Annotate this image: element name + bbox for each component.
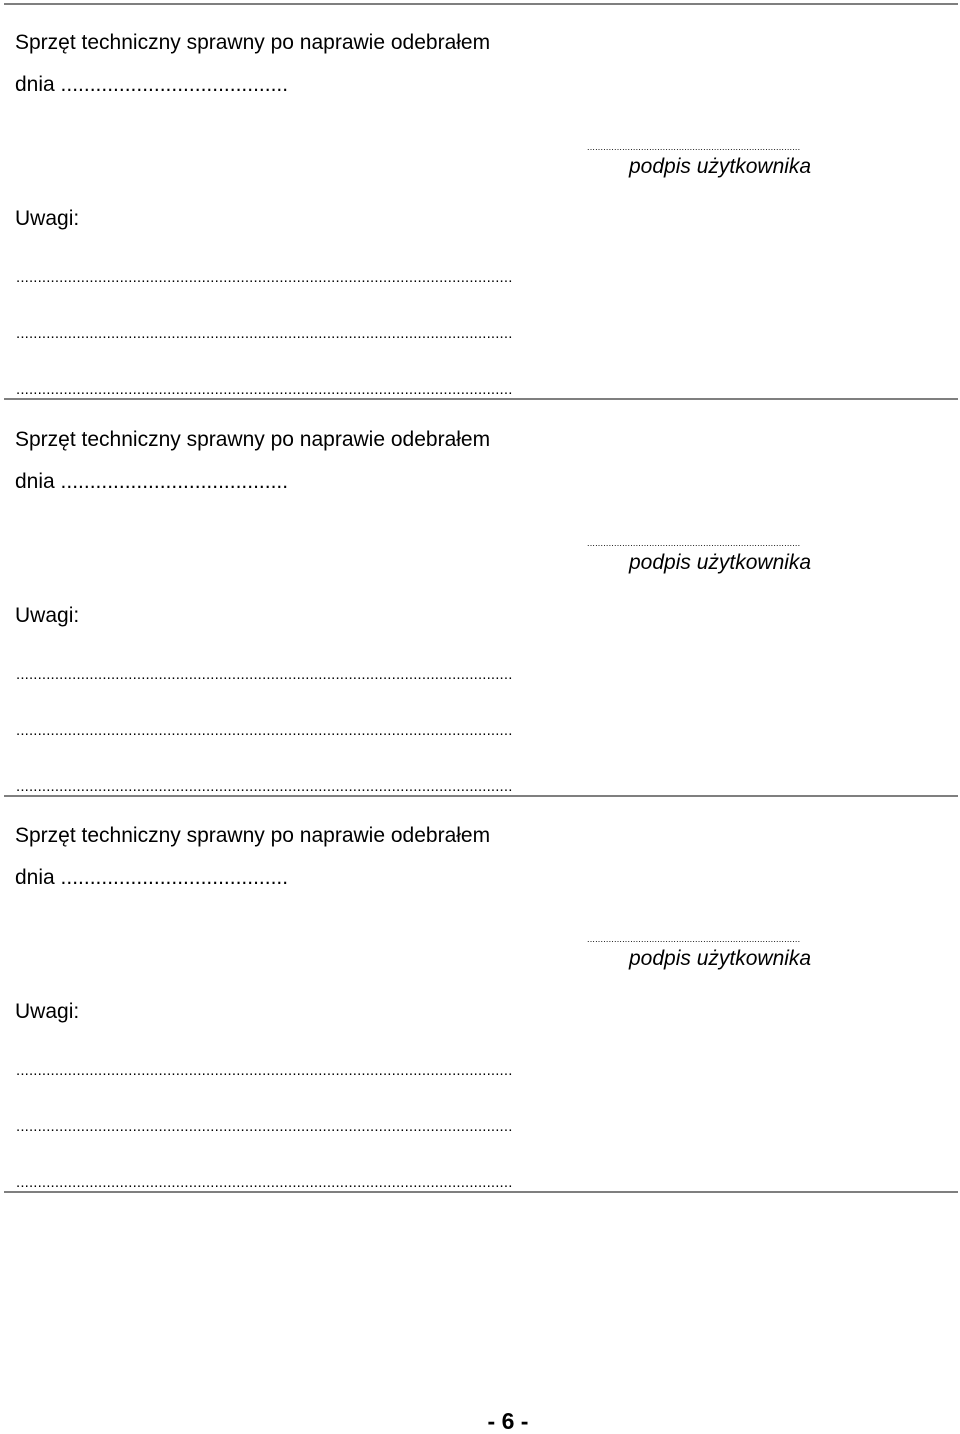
section-heading: Sprzęt techniczny sprawny po naprawie odebrałem bbox=[15, 428, 491, 451]
section-divider bbox=[4, 795, 958, 797]
section-divider bbox=[4, 398, 958, 400]
section-heading: Sprzęt techniczny sprawny po naprawie odebrałem bbox=[15, 824, 491, 847]
note-line[interactable]: ................................................................................................................... bbox=[16, 722, 513, 739]
note-line[interactable]: ................................................................................................................... bbox=[16, 325, 513, 342]
note-line[interactable]: ................................................................................................................... bbox=[16, 666, 513, 683]
notes-label: Uwagi: bbox=[15, 1000, 80, 1023]
date-field[interactable]: dnia ....................................... bbox=[15, 470, 289, 493]
top-divider bbox=[4, 3, 958, 5]
signature-line[interactable]: ............................................................................... bbox=[587, 538, 801, 548]
signature-line[interactable]: ............................................................................... bbox=[587, 142, 801, 152]
notes-label: Uwagi: bbox=[15, 604, 80, 627]
date-field[interactable]: dnia ....................................... bbox=[15, 73, 289, 96]
note-line[interactable]: ................................................................................................................... bbox=[16, 1118, 513, 1135]
signature-label: podpis użytkownika bbox=[629, 155, 812, 178]
section-divider bbox=[4, 1191, 958, 1193]
section-heading: Sprzęt techniczny sprawny po naprawie odebrałem bbox=[15, 31, 491, 54]
note-line[interactable]: ................................................................................................................... bbox=[16, 381, 513, 398]
page-number: - 6 - bbox=[487, 1408, 529, 1434]
note-line[interactable]: ................................................................................................................... bbox=[16, 1062, 513, 1079]
signature-label: podpis użytkownika bbox=[629, 947, 812, 970]
note-line[interactable]: ................................................................................................................... bbox=[16, 1174, 513, 1191]
date-field[interactable]: dnia ....................................... bbox=[15, 866, 289, 889]
signature-label: podpis użytkownika bbox=[629, 551, 812, 574]
note-line[interactable]: ................................................................................................................... bbox=[16, 778, 513, 795]
notes-label: Uwagi: bbox=[15, 207, 80, 230]
note-line[interactable]: ................................................................................................................... bbox=[16, 269, 513, 286]
signature-line[interactable]: ............................................................................... bbox=[587, 934, 801, 944]
